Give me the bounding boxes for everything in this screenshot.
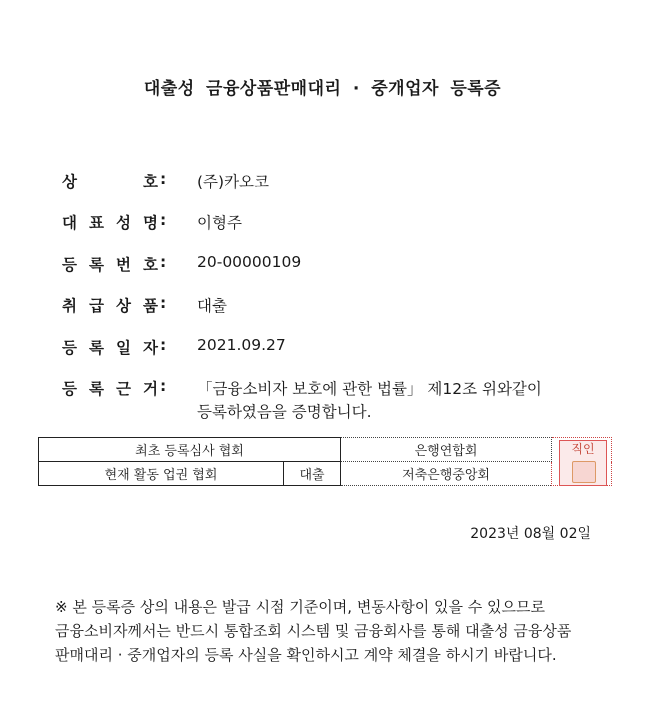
initial-association-org: 은행연합회: [341, 438, 552, 462]
stamp-cell: [552, 438, 612, 486]
stamp-text: 직인: [571, 442, 595, 456]
field-value: (주)카오코: [197, 173, 269, 191]
field-value: 대출: [197, 297, 227, 315]
field-value: 이형주: [197, 214, 242, 232]
seal-icon: [572, 461, 596, 483]
field-colon: :: [160, 253, 167, 271]
field-label: 등 록 일 자: [62, 339, 158, 357]
field-label: 대 표 성 명: [62, 214, 158, 232]
field-colon: :: [160, 211, 167, 229]
issue-date: 2023년 08월 02일: [470, 526, 591, 542]
current-association-label: 현재 활동 업권 협회: [39, 462, 284, 486]
field-value-line1: 「금융소비자 보호에 관한 법률」 제12조 위와같이: [197, 380, 542, 398]
initial-association-label: 최초 등록심사 협회: [39, 438, 341, 462]
notice-text: ※ 본 등록증 상의 내용은 발급 시점 기준이며, 변동사항이 있을 수 있으므로 금융소비자께서는 반드시 통합조회 시스템 및 금융회사를 통해 대출성 금융상품 판매대리 · 중개업자의 등록 사실을 확인하시고 계약 체결을 하시기 바랍니다.: [55, 598, 572, 664]
official-seal-stamp: [559, 440, 607, 486]
table-row: [39, 438, 612, 462]
field-colon: :: [160, 336, 167, 354]
certificate-title: 대출성 금융상품판매대리 · 중개업자 등록증: [143, 79, 502, 99]
table-row: [39, 462, 612, 486]
field-label: 취 급 상 품: [62, 297, 158, 315]
field-colon: :: [160, 294, 167, 312]
field-label: 등 록 번 호: [62, 256, 158, 274]
field-value: 2021.09.27: [197, 336, 286, 354]
current-association-type: 대출: [284, 462, 341, 486]
field-colon: :: [160, 377, 167, 395]
field-label: 등 록 근 거: [62, 380, 158, 398]
field-label: 상 호: [62, 173, 158, 191]
association-table: [38, 437, 612, 486]
current-association-org: 저축은행중앙회: [341, 462, 552, 486]
field-value: 20-00000109: [197, 253, 302, 271]
field-value-line2: 등록하였음을 증명합니다.: [197, 403, 372, 421]
field-colon: :: [160, 170, 167, 188]
